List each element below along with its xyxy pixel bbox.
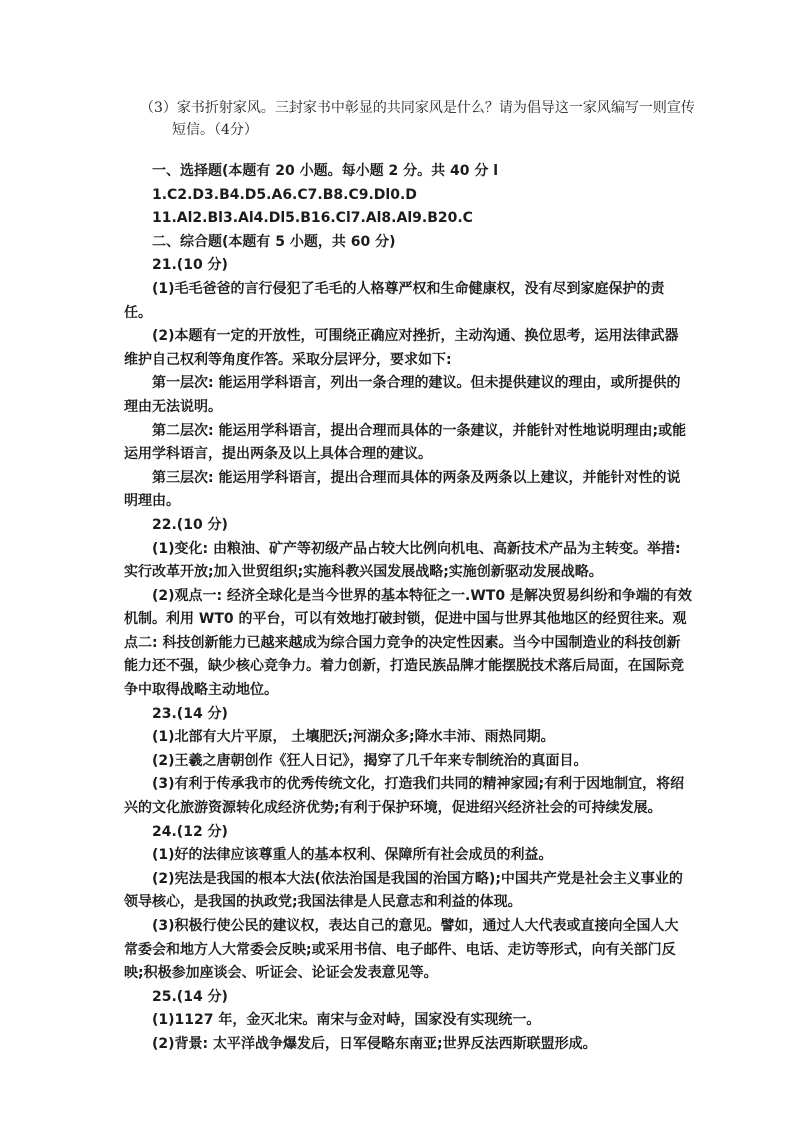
- answer-paragraph: (1)变化: 由粮油、矿产等初级产品占较大比例向机电、高新技术产品为主转变。举措: 实行改革开放;加入世贸组织;实施科教兴国发展战略;实施创新驱动发展战略。: [124, 540, 681, 581]
- answer-heading: 1.C2.D3.B4.D5.A6.C7.B8.C9.Dl0.D: [152, 186, 417, 203]
- answer-heading: 23.(14 分): [152, 705, 228, 722]
- question-3: [140, 97, 700, 141]
- answer-paragraph: (1)1127 年，金灭北宋。南宋与金对峙，国家没有实现统一。: [152, 1012, 541, 1029]
- question-3-line-2: 短信。（4分）: [172, 122, 258, 138]
- answer-paragraph: (1)毛毛爸爸的言行侵犯了毛毛的人格尊严权和生命健康权，没有尽到家庭保护的责任。: [124, 280, 665, 321]
- answer-heading: 11.Al2.Bl3.Al4.Dl5.B16.Cl7.Al8.Al9.B20.C: [152, 210, 473, 227]
- answer-heading: 24.(12 分): [152, 823, 228, 840]
- answer-key: [124, 160, 692, 1057]
- answer-paragraph: (2)背景: 太平洋战争爆发后，日军侵略东南亚;世界反法西斯联盟形成。: [152, 1035, 597, 1052]
- answer-paragraph: (3)积极行使公民的建议权，表达自己的意见。譬如，通过人大代表或直接向全国人大常委会和地方人大常委会反映;或采用书信、电子邮件、电话、走访等形式，向有关部门反映;积极参加座谈会、听证会、论证会发表意见等。: [124, 918, 679, 982]
- answer-paragraph: (3)有利于传承我市的优秀传统文化，打造我们共同的精神家园;有利于因地制宜，将绍兴的文化旅游资源转化成经济优势;有利于保护环境，促进绍兴经济社会的可持续发展。: [124, 776, 685, 817]
- answer-paragraph: (2)王羲之唐朝创作《狂人日记》，揭穿了几千年来专制统治的真面目。: [152, 752, 588, 769]
- answer-paragraph: 第三层次: 能运用学科语言，提出合理而具体的两条及两条以上建议，并能针对性的说明理由。: [124, 469, 681, 510]
- answer-paragraph: 第二层次: 能运用学科语言，提出合理而具体的一条建议，并能针对性地说明理由;或能运用学科语言，提出两条及以上具体合理的建议。: [124, 422, 687, 463]
- answer-heading: 21.(10 分): [152, 257, 228, 274]
- question-3-line-1: （3）家书折射家风。三封家书中彰显的共同家风是什么？请为倡导这一家风编写一则宣传: [140, 100, 695, 116]
- answer-paragraph: (1)好的法律应该尊重人的基本权利、保障所有社会成员的利益。: [152, 847, 553, 864]
- answer-paragraph: (1)北部有大片平原， 土壤肥沃;河湖众多;降水丰沛、雨热同期。: [152, 729, 555, 746]
- answer-paragraph: (2)宪法是我国的根本大法(依法治国是我国的治国方略);中国共产党是社会主义事业的领导核心，是我国的执政党;我国法律是人民意志和利益的体现。: [124, 870, 683, 911]
- answer-paragraph: (2)观点一: 经济全球化是当今世界的基本特征之一.WT0 是解决贸易纠纷和争端的有效机制。利用 WT0 的平台，可以有效地打破封锁，促进中国与世界其他地区的经贸往来。观点二: 科技创新能力已越来越成为综合国力竞争的决定性因素。当今中国制造业的科技创新能力还不强，缺少核心竞争力。着力创新，打造民族品牌才能摆脱技术落后局面，在国际竞争中取得战略主动地位。: [124, 587, 692, 699]
- answer-paragraph: (2)本题有一定的开放性，可围绕正确应对挫折，主动沟通、换位思考，运用法律武器维护自己权利等角度作答。采取分层评分，要求如下:: [124, 328, 679, 368]
- answer-heading: 一、选择题(本题有 20 小题。每小题 2 分。共 40 分 l: [152, 163, 499, 179]
- answer-paragraph: 第一层次: 能运用学科语言，列出一条合理的建议。但未提供建议的理由，或所提供的理由无法说明。: [124, 375, 681, 415]
- answer-heading: 二、综合题(本题有 5 小题，共 60 分): [152, 233, 396, 250]
- answer-heading: 22.(10 分): [152, 516, 228, 533]
- answer-heading: 25.(14 分): [152, 988, 228, 1005]
